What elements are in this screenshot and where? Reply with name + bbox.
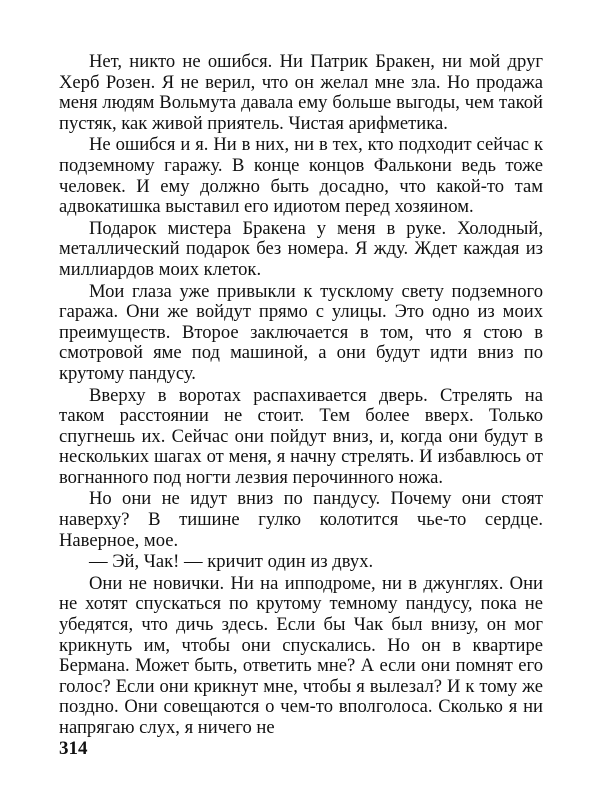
paragraph: Вверху в воротах распахивается дверь. Стрелять на таком расстоянии не стоит. Тем более вверх. Только спугнешь их. Сейчас они пойдут вниз, и, когда они будут в нескольких шагах от меня, я начну стрелять. И избавлюсь от вогнанного под ногти лезвия перочинного ножа. [59, 384, 543, 488]
paragraph: Они не новички. Ни на ипподроме, ни в джунглях. Они не хотят спускаться по крутому темному пандусу, пока не убедятся, что дичь здесь. Если бы Чак был внизу, он мог крикнуть им, чтобы они спускались. Но он в квартире Бермана. Может быть, ответить мне? А если они помнят его голос? Если они крикнут мне, чтобы я вылезал? И к тому же поздно. Они совещаются о чем-то вполголоса. Сколько я ни напрягаю слух, я ничего не [59, 572, 543, 738]
paragraph: Подарок мистера Бракена у меня в руке. Холодный, металлический подарок без номера. Я жду. Ждет каждая из миллиардов моих клеток. [59, 217, 543, 280]
paragraph: Нет, никто не ошибся. Ни Патрик Бракен, ни мой друг Херб Розен. Я не верил, что он желал мне зла. Но продажа меня людям Вольмута давала ему больше выгоды, чем такой пустяк, как живой приятель. Чистая арифметика. [59, 51, 543, 134]
page-text [59, 52, 543, 740]
dialogue-line: — Эй, Чак! — кричит один из двух. [89, 551, 374, 573]
paragraph: Мои глаза уже привыкли к тусклому свету подземного гаража. Они же войдут прямо с улицы. Это одно из моих преимуществ. Второе заключается в том, что я стою в смотровой яме под машиной, а они будут идти вниз по крутому пандусу. [59, 280, 543, 384]
paragraph: Не ошибся и я. Ни в них, ни в тех, кто подходит сейчас к подземному гаражу. В конце концов Фалькони ведь тоже человек. И ему должно быть досадно, что какой-то там адвокатишка выставил его идиотом перед хозяином. [59, 134, 543, 218]
paragraph: Но они не идут вниз по пандусу. Почему они стоят наверху? В тишине гулко колотится чье-то сердце. Наверное, мое. [59, 488, 543, 551]
page-number: 314 [59, 738, 88, 759]
